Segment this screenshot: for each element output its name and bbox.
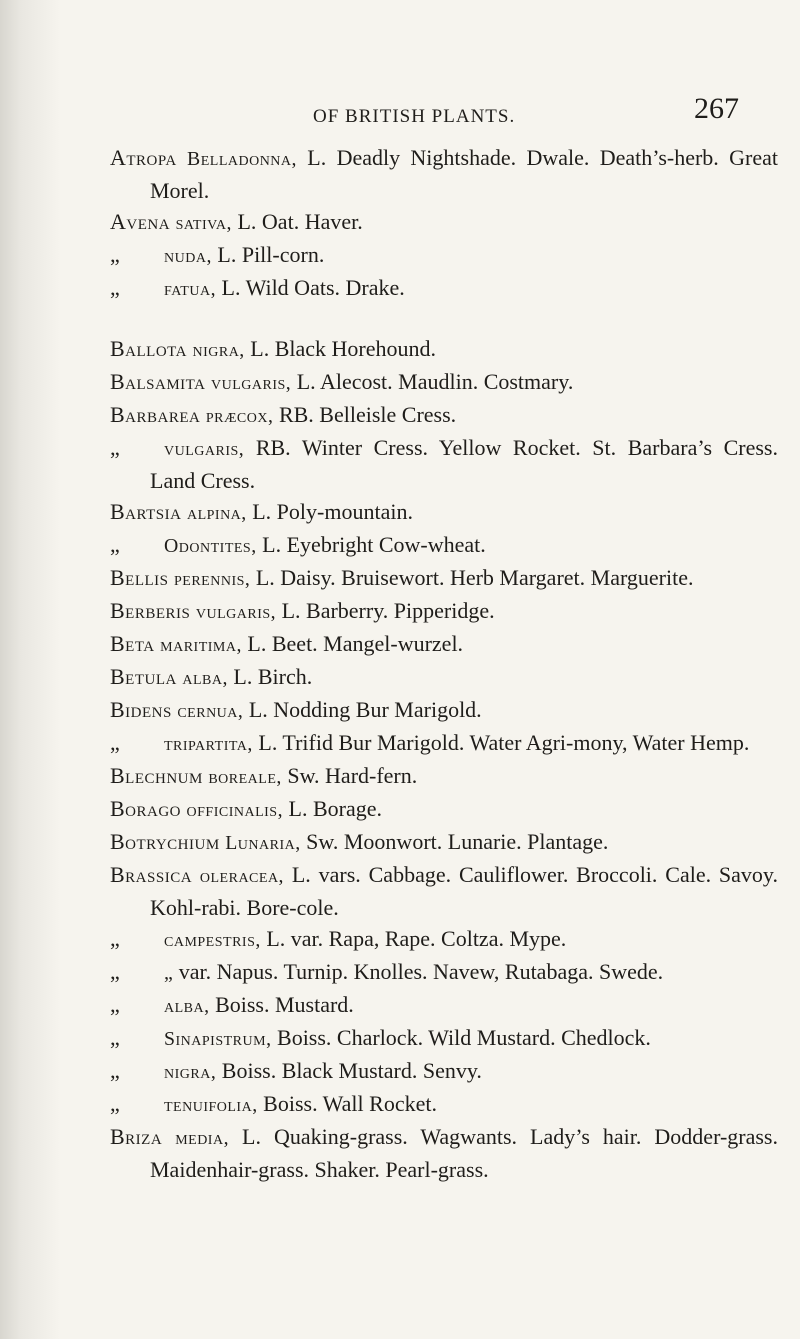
species: maritima,: [160, 634, 242, 656]
genus: Beta: [110, 631, 155, 656]
ditto-mark: „: [110, 435, 120, 460]
species: nuda,: [164, 245, 212, 267]
species: Lunaria,: [225, 832, 301, 854]
entry-brassica-alba: [110, 989, 778, 1022]
ditto-mark: „: [110, 992, 120, 1017]
ditto-mark: „: [110, 1058, 120, 1083]
entry-brassica-campestris: [110, 923, 778, 956]
species: media,: [175, 1127, 230, 1149]
genus: Borago: [110, 796, 182, 821]
entry-bartsia-alpina: [110, 496, 778, 529]
genus: Blechnum: [110, 763, 203, 788]
common-names: L. Quaking-grass. Wagwants. Lady’s hair. Dodder-grass. Maidenhair-grass. Shaker. Pearl-grass.: [150, 1124, 778, 1182]
genus: Barbarea: [110, 402, 201, 427]
entry-betula: [110, 661, 778, 694]
entry-avena-nuda: [110, 239, 778, 272]
ditto-mark: „: [110, 1025, 120, 1050]
ditto-mark: „: [110, 242, 120, 267]
genus: Bellis: [110, 565, 169, 590]
species: vulgaris,: [164, 438, 245, 460]
common-names: L. Borage.: [283, 796, 382, 821]
species: boreale,: [208, 766, 282, 788]
genus: Brassica: [110, 862, 193, 887]
genus: Botrychium: [110, 829, 220, 854]
entry-beta: [110, 628, 778, 661]
common-names: L. Black Horehound.: [244, 336, 436, 361]
common-names: L. Beet. Mangel-wurzel.: [241, 631, 464, 656]
common-names: L. Wild Oats. Drake.: [216, 275, 405, 300]
common-names: Sw. Moonwort. Lunarie. Plantage.: [300, 829, 609, 854]
common-names: RB. Belleisle Cress.: [273, 402, 457, 427]
common-names: L. Deadly Nightshade. Dwale. Death’s-herb. Great Morel.: [150, 145, 778, 203]
common-names: L. Birch.: [227, 664, 313, 689]
entry-avena-fatua: [110, 272, 778, 305]
ditto-mark: „: [110, 959, 120, 984]
genus: Bidens: [110, 697, 172, 722]
common-names: L. Alecost. Maudlin. Costmary.: [291, 369, 574, 394]
species: alba,: [164, 995, 210, 1017]
species: Sinapistrum,: [164, 1028, 272, 1050]
common-names: RB. Winter Cress. Yellow Rocket. St. Barbara’s Cress. Land Cress.: [150, 435, 778, 493]
species: sativa,: [175, 212, 232, 234]
species: vulgaris,: [210, 372, 292, 394]
common-names: L. Poly-mountain.: [246, 499, 413, 524]
common-names: var. Napus. Turnip. Knolles. Navew, Rutabaga. Swede.: [173, 959, 664, 984]
glossary-list: [110, 142, 778, 1185]
entry-brassica-nigra: [110, 1055, 778, 1088]
common-names: Boiss. Charlock. Wild Mustard. Chedlock.: [271, 1025, 651, 1050]
species: alpina,: [186, 502, 247, 524]
entry-bartsia-odontites: [110, 529, 778, 562]
species: tripartita,: [164, 733, 253, 755]
common-names: Sw. Hard-fern.: [281, 763, 418, 788]
species: vulgaris,: [195, 601, 277, 623]
genus: Berberis: [110, 598, 191, 623]
ditto-mark: „: [110, 275, 120, 300]
common-names: L. Trifid Bur Marigold. Water Agri-mony, Water Hemp.: [252, 730, 750, 755]
page-header: [0, 92, 800, 132]
entry-brassica-tenuifolia: [110, 1088, 778, 1121]
entry-bidens-cernua: [110, 694, 778, 727]
entry-bellis: [110, 562, 778, 595]
genus: Avena: [110, 209, 171, 234]
species: tenuifolia,: [164, 1094, 258, 1116]
common-names: Boiss. Mustard.: [209, 992, 354, 1017]
entry-berberis: [110, 595, 778, 628]
common-names: L. Daisy. Bruisewort. Herb Margaret. Marguerite.: [250, 565, 694, 590]
common-names: Boiss. Black Mustard. Senvy.: [216, 1058, 482, 1083]
common-names: L. vars. Cabbage. Cauliflower. Broccoli. Cale. Savoy. Kohl-rabi. Bore-cole.: [150, 862, 778, 920]
species: oleracea,: [199, 865, 284, 887]
entry-avena-sativa: [110, 206, 778, 239]
entry-barbarea-vulgaris: [110, 432, 778, 496]
entry-blechnum: [110, 760, 778, 793]
species: Belladonna,: [187, 148, 297, 170]
page-number: 267: [694, 92, 739, 125]
species: præcox,: [205, 405, 274, 427]
common-names: Boiss. Wall Rocket.: [257, 1091, 437, 1116]
genus: Balsamita: [110, 369, 206, 394]
entry-atropa: [110, 142, 778, 206]
ditto-mark: „: [110, 730, 120, 755]
entry-brassica-sinapistrum: [110, 1022, 778, 1055]
common-names: L. Pill-corn.: [211, 242, 325, 267]
common-names: L. Oat. Haver.: [231, 209, 363, 234]
entry-borago: [110, 793, 778, 826]
species: perennis,: [174, 568, 251, 590]
genus: Ballota: [110, 336, 187, 361]
common-names: L. Barberry. Pipperidge.: [276, 598, 495, 623]
ditto-mark: „: [110, 1091, 120, 1116]
species: Odontites,: [164, 535, 257, 557]
common-names: L. Eyebright Cow-wheat.: [256, 532, 486, 557]
species: fatua,: [164, 278, 217, 300]
species: „: [164, 962, 174, 984]
common-names: L. Nodding Bur Marigold.: [243, 697, 482, 722]
species: campestris,: [164, 929, 261, 951]
genus: Bartsia: [110, 499, 182, 524]
page-edge-shadow: [0, 0, 60, 1339]
species: nigra,: [164, 1061, 217, 1083]
ditto-mark: „: [110, 926, 120, 951]
common-names: L. var. Rapa, Rape. Coltza. Mype.: [260, 926, 567, 951]
entry-bidens-tripartita: [110, 727, 778, 760]
entry-brassica-napus: [110, 956, 778, 989]
species: cernua,: [177, 700, 244, 722]
entry-balsamita: [110, 366, 778, 399]
entry-ballota: [110, 333, 778, 366]
species: nigra,: [192, 339, 245, 361]
entry-brassica-oleracea: [110, 859, 778, 923]
entry-briza: [110, 1121, 778, 1185]
entry-barbarea-praecox: [110, 399, 778, 432]
genus: Betula: [110, 664, 177, 689]
entry-botrychium: [110, 826, 778, 859]
genus: Atropa: [110, 145, 177, 170]
ditto-mark: „: [110, 532, 120, 557]
running-title: OF BRITISH PLANTS.: [313, 106, 516, 127]
genus: Briza: [110, 1124, 163, 1149]
species: officinalis,: [186, 799, 284, 821]
species: alba,: [182, 667, 228, 689]
